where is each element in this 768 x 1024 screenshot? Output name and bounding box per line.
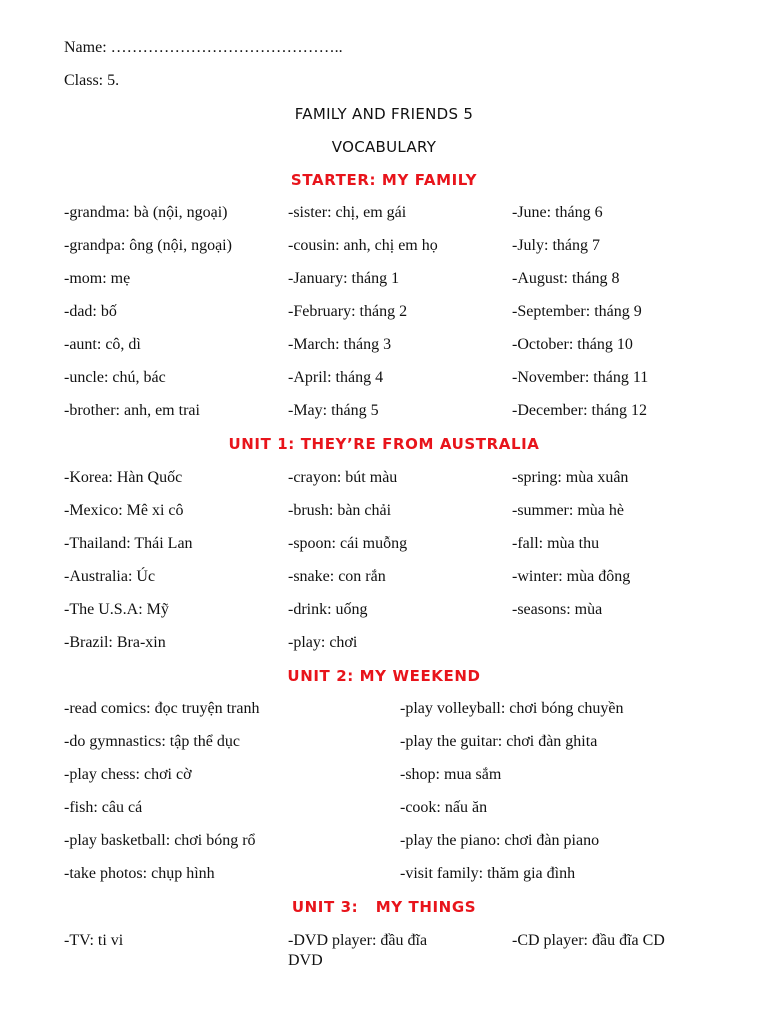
vocab-item: -May: tháng 5 [288,402,379,419]
vocab-item: -spoon: cái muỗng [288,535,408,552]
section-heading-starter: STARTER: MY FAMILY [290,171,478,189]
section-heading-unit1: UNIT 1: THEY’RE FROM AUSTRALIA [228,435,540,453]
vocab-item: -play the guitar: chơi đàn ghita [400,733,598,750]
vocab-item: -June: tháng 6 [512,204,603,221]
vocab-item: -July: tháng 7 [512,237,600,254]
vocab-item: -TV: ti vi [64,932,124,949]
document-title: FAMILY AND FRIENDS 5 [294,105,474,123]
vocab-item: -play: chơi [288,634,358,651]
vocab-item: -Korea: Hàn Quốc [64,469,183,486]
name-line: Name: …………………………………….. [64,39,343,56]
vocab-item: -April: tháng 4 [288,369,384,386]
vocab-item: -read comics: đọc truyện tranh [64,700,260,717]
vocab-item: -The U.S.A: Mỹ [64,601,169,618]
vocab-item: -December: tháng 12 [512,402,648,419]
vocab-item: -CD player: đầu đĩa CD [512,932,665,949]
class-line: Class: 5. [64,72,120,89]
vocab-item: -shop: mua sắm [400,766,502,783]
vocab-item: -grandpa: ông (nội, ngoại) [64,237,232,254]
vocab-item: -grandma: bà (nội, ngoại) [64,204,228,221]
vocab-item: -March: tháng 3 [288,336,392,353]
vocab-item: -Mexico: Mê xi cô [64,502,184,519]
vocab-item: -February: tháng 2 [288,303,408,320]
vocab-item: -January: tháng 1 [288,270,400,287]
vocab-item: -November: tháng 11 [512,369,649,386]
vocab-item: -August: tháng 8 [512,270,620,287]
vocab-item: -spring: mùa xuân [512,469,629,486]
vocab-item: -drink: uống [288,601,368,618]
vocab-item: -brother: anh, em trai [64,402,200,419]
vocab-item: -aunt: cô, dì [64,336,141,353]
vocab-item: -dad: bố [64,303,117,320]
vocab-item: -Thailand: Thái Lan [64,535,193,552]
vocab-item: -fall: mùa thu [512,535,600,552]
section-heading-unit2: UNIT 2: MY WEEKEND [287,667,481,685]
vocab-item: -visit family: thăm gia đình [400,865,576,882]
vocab-item: -play basketball: chơi bóng rổ [64,832,256,849]
vocab-item: -uncle: chú, bác [64,369,166,386]
vocab-item: -Brazil: Bra-xin [64,634,166,651]
vocab-item: -play chess: chơi cờ [64,766,192,783]
vocab-item: -DVD player: đầu đĩa DVD [288,932,428,969]
vocab-item: -seasons: mùa [512,601,603,618]
vocab-item: -take photos: chụp hình [64,865,215,882]
vocab-item: -do gymnastics: tập thể dục [64,733,240,750]
vocab-item: -winter: mùa đông [512,568,631,585]
vocab-item: -play volleyball: chơi bóng chuyền [400,700,624,717]
vocab-item: -play the piano: chơi đàn piano [400,832,600,849]
vocab-item: -cousin: anh, chị em họ [288,237,438,254]
vocab-item: -brush: bàn chải [288,502,392,519]
vocab-item: -October: tháng 10 [512,336,633,353]
document-subtitle: VOCABULARY [331,138,437,156]
vocab-item: -mom: mẹ [64,270,131,287]
vocab-item: -cook: nấu ăn [400,799,488,816]
vocab-item: -Australia: Úc [64,568,156,585]
vocab-item: -snake: con rắn [288,568,386,585]
vocab-item: -fish: câu cá [64,799,143,816]
vocab-item: -crayon: bút màu [288,469,398,486]
vocab-item: -September: tháng 9 [512,303,642,320]
vocab-item: -summer: mùa hè [512,502,624,519]
vocab-item: -sister: chị, em gái [288,204,407,221]
section-heading-unit3: UNIT 3: MY THINGS [291,898,477,916]
